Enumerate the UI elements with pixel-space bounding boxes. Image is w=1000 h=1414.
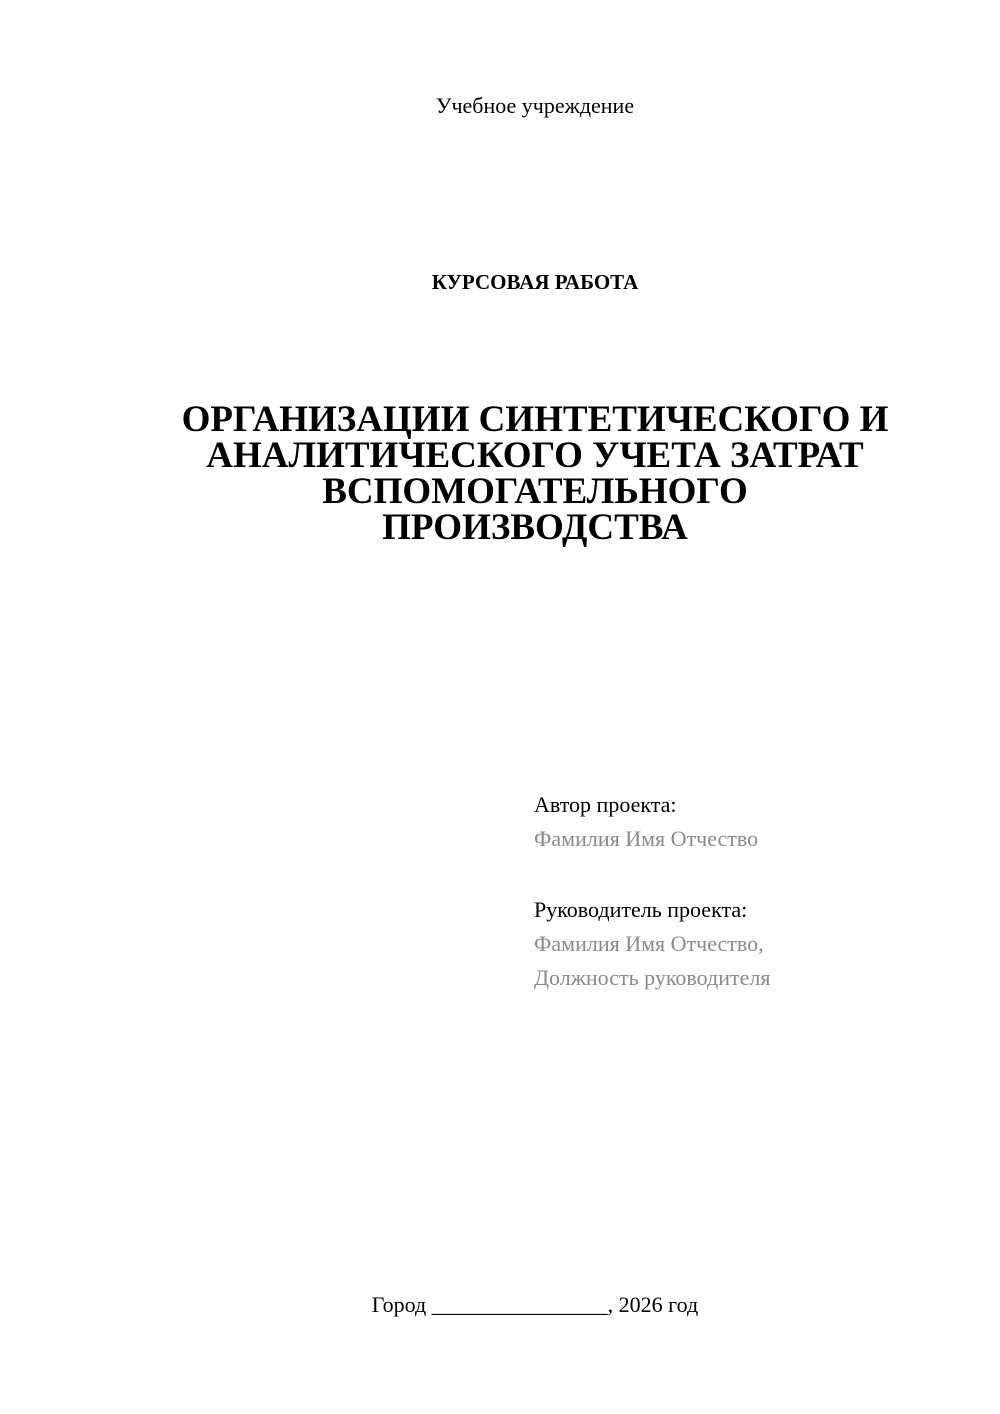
work-title-line: ВСПОМОГАТЕЛЬНОГО [322,471,748,512]
author-name-placeholder: Фамилия Имя Отчество [534,826,759,851]
work-title-line: АНАЛИТИЧЕСКОГО УЧЕТА ЗАТРАТ [206,435,864,476]
supervisor-name-placeholder: Фамилия Имя Отчество, [534,931,764,956]
supervisor-position-placeholder: Должность руководителя [534,965,771,990]
supervisor-label: Руководитель проекта: [534,897,748,922]
author-block [534,788,974,856]
city-year-line: Город ________________, 2026 год [371,1292,699,1317]
work-title [110,399,960,548]
supervisor-block [534,893,974,995]
work-type-heading: КУРСОВАЯ РАБОТА [431,270,639,294]
work-title-line: ПРОИЗВОДСТВА [382,507,688,548]
author-label: Автор проекта: [534,792,677,817]
work-title-line: ОРГАНИЗАЦИИ СИНТЕТИЧЕСКОГО И [181,399,889,440]
institution-name: Учебное учреждение [435,93,635,118]
